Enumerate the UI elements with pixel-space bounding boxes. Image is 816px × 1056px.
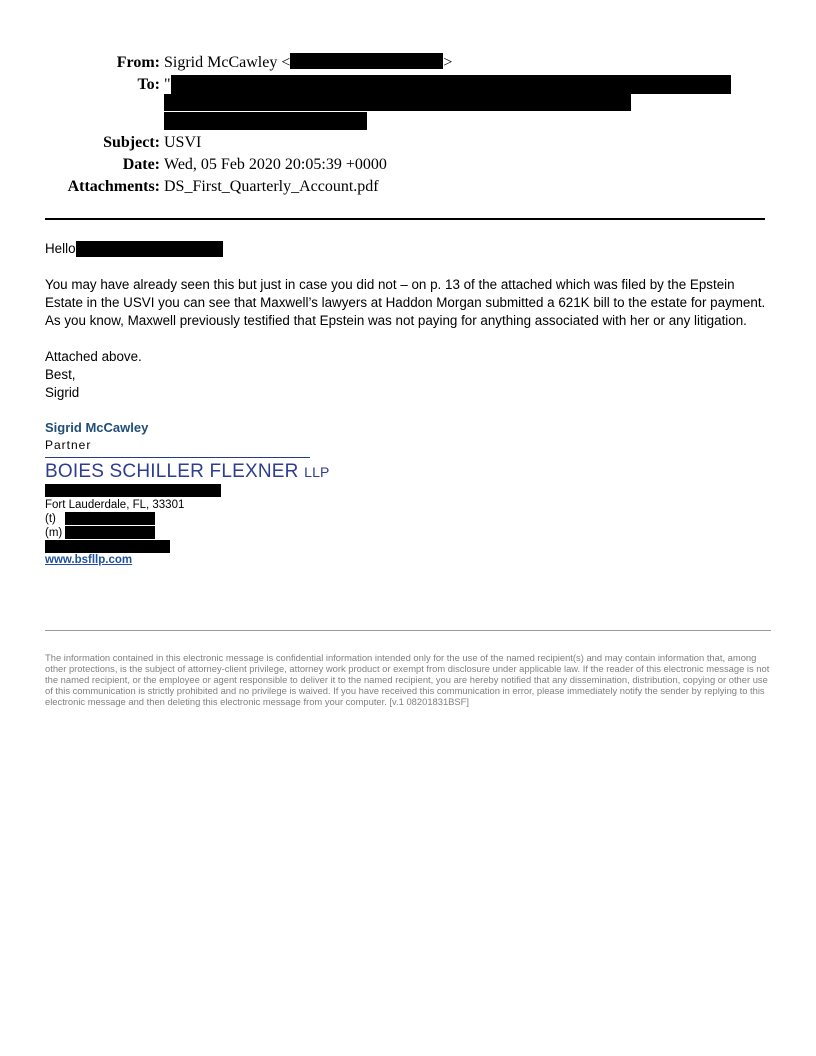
date-value: Wed, 05 Feb 2020 20:05:39 +0000 [164, 156, 387, 173]
subject-value: USVI [164, 134, 202, 151]
phone-label: (t) [45, 513, 56, 525]
from-name: Sigrid McCawley < [164, 54, 291, 71]
from-value [164, 52, 452, 74]
redaction-box [164, 112, 367, 130]
attachment-link[interactable]: DS_First_Quarterly_Account.pdf [164, 178, 379, 195]
mobile-label: (m) [45, 527, 63, 539]
firm-name-text: BOIES SCHILLER FLEXNER [45, 461, 299, 482]
signature-divider [45, 457, 310, 458]
redaction-box [171, 75, 731, 94]
attachments-label: Attachments: [67, 178, 160, 195]
body-paragraph [45, 276, 765, 330]
disclaimer-divider [45, 630, 771, 631]
from-close: > [443, 54, 453, 71]
redaction-box [290, 53, 443, 69]
paragraph-line: As you know, Maxwell previously testified that Epstein was not paying for anything associated with her or any litigation. [45, 313, 747, 328]
closing-block [45, 348, 142, 402]
redaction-box [164, 94, 631, 111]
sign-first-name: Sigrid [45, 385, 80, 400]
date-label: Date: [122, 156, 160, 173]
subject-label: Subject: [103, 134, 160, 151]
redaction-box [45, 540, 170, 553]
website-link[interactable]: www.bsfllp.com [45, 554, 133, 566]
firm-suffix: LLP [304, 464, 330, 480]
greeting [45, 240, 76, 258]
paragraph-line: You may have already seen this but just in case you did not – on p. 13 of the attached which was filed by the Epstein [45, 277, 735, 292]
from-label: From: [116, 54, 160, 71]
paragraph-line: Estate in the USVI you can see that Maxwell’s lawyers at Haddon Morgan submitted a 621K bill to the estate for payment. [45, 295, 766, 310]
redaction-box [65, 526, 155, 539]
signature-name: Sigrid McCawley [45, 420, 149, 435]
to-quote: " [164, 76, 171, 93]
to-label: To: [137, 76, 160, 93]
to-value [164, 74, 171, 96]
signature-title: Partner [45, 438, 92, 452]
greeting-text: Hello [45, 241, 76, 256]
closing: Best, [45, 367, 76, 382]
redaction-box [65, 512, 155, 525]
attached-note: Attached above. [45, 349, 142, 364]
firm-name [45, 461, 330, 483]
office-city: Fort Lauderdale, FL, 33301 [45, 499, 185, 511]
redaction-box [45, 484, 221, 497]
header-divider [45, 218, 765, 220]
confidentiality-disclaimer: The information contained in this electronic message is confidential information intended only for the use of the named recipient(s) and may contain information that, among other protections, is the subject of attorney-client privilege, attorney work product or exempt from disclosure under applicable law. If the reader of this electronic message is not the named recipient, or the employee or agent responsible to deliver it to the named recipient, you are hereby notified that any dissemination, distribution, copying or other use of this communication is strictly prohibited and no privilege is waived. If you have received this communication in error, please immediately notify the sender by replying to this electronic message and then deleting this electronic message from your computer. [v.1 08201831BSF] [45, 652, 770, 707]
redaction-box [76, 241, 223, 257]
